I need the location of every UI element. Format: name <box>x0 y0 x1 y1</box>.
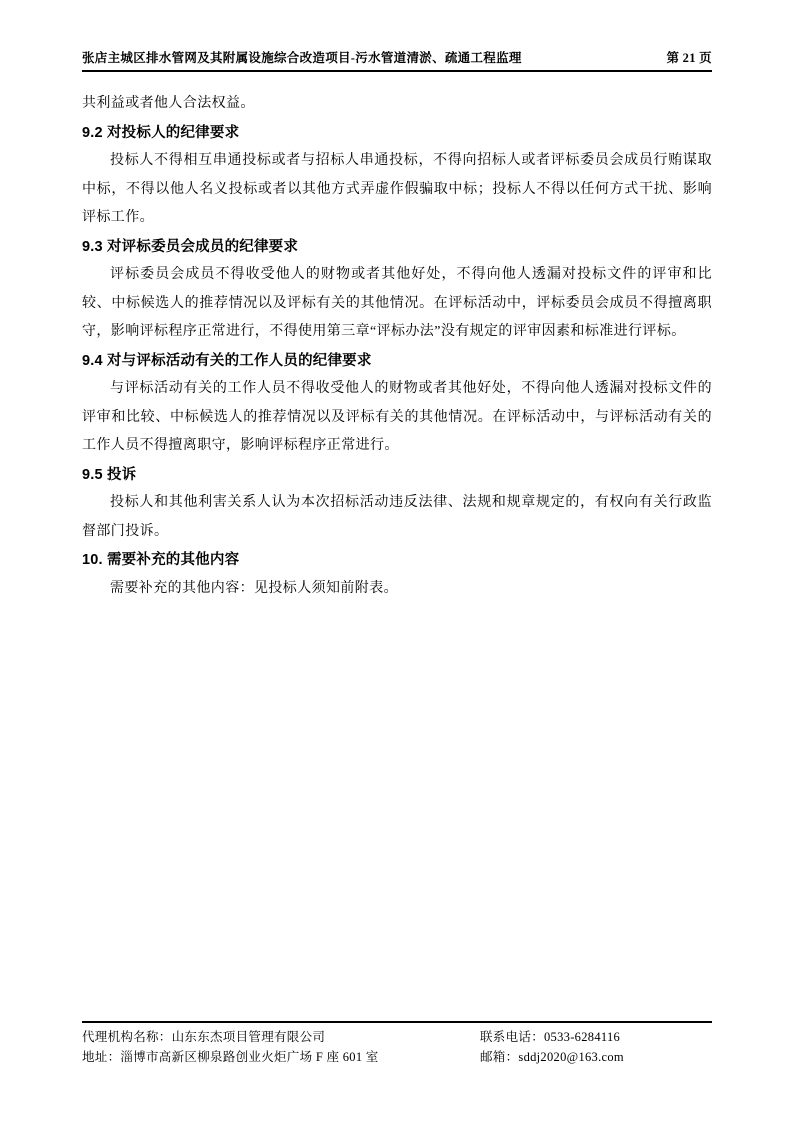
document-body <box>82 90 712 603</box>
continuation-paragraph: 共利益或者他人合法权益。 <box>82 96 255 111</box>
section-heading-9-5: 9.5 投诉 <box>82 466 137 483</box>
footer-row-2 <box>82 1047 712 1067</box>
section-heading-10: 10. 需要补充的其他内容 <box>82 552 240 568</box>
footer-agency: 代理机构名称：山东东杰项目管理有限公司 <box>82 1030 326 1044</box>
footer-phone: 联系电话：0533-6284116 <box>480 1030 621 1044</box>
section-paragraph-9-4: 与评标活动有关的工作人员不得收受他人的财物或者其他好处，不得向他人透漏对投标文件的评审和比较、中标候选人的推荐情况以及评标有关的其他情况。在评标活动中，与评标活动有关的工作人员不得擅离职守，影响评标程序正常进行。 <box>82 381 712 453</box>
section-heading-9-2: 9.2 对投标人的纪律要求 <box>82 124 240 141</box>
section-heading-9-3: 9.3 对评标委员会成员的纪律要求 <box>82 238 299 255</box>
footer-address: 地址：淄博市高新区柳泉路创业火炬广场 F 座 601 室 <box>82 1050 379 1064</box>
page-footer <box>82 1021 712 1067</box>
section-paragraph-10: 需要补充的其他内容：见投标人须知前附表。 <box>110 580 398 596</box>
page-header <box>82 48 712 72</box>
section-paragraph-9-2: 投标人不得相互串通投标或者与招标人串通投标，不得向招标人或者评标委员会成员行贿谋取中标，不得以他人名义投标或者以其他方式弄虚作假骗取中标；投标人不得以任何方式干扰、影响评标工作。 <box>82 153 712 225</box>
footer-row-1 <box>82 1027 712 1047</box>
header-title: 张店主城区排水管网及其附属设施综合改造项目-污水管道清淤、疏通工程监理 <box>82 51 522 65</box>
section-paragraph-9-3: 评标委员会成员不得收受他人的财物或者其他好处，不得向他人透漏对投标文件的评审和比较、中标候选人的推荐情况以及评标有关的其他情况。在评标活动中，评标委员会成员不得擅离职守，影响评标程序正常进行，不得使用第三章“评标办法”没有规定的评审因素和标准进行评标。 <box>82 267 712 339</box>
section-paragraph-9-5: 投标人和其他利害关系人认为本次招标活动违反法律、法规和规章规定的，有权向有关行政监督部门投诉。 <box>82 495 712 539</box>
section-heading-9-4: 9.4 对与评标活动有关的工作人员的纪律要求 <box>82 352 372 369</box>
footer-email: 邮箱：sddj2020@163.com <box>480 1050 624 1064</box>
page-number: 第 21 页 <box>666 51 712 65</box>
